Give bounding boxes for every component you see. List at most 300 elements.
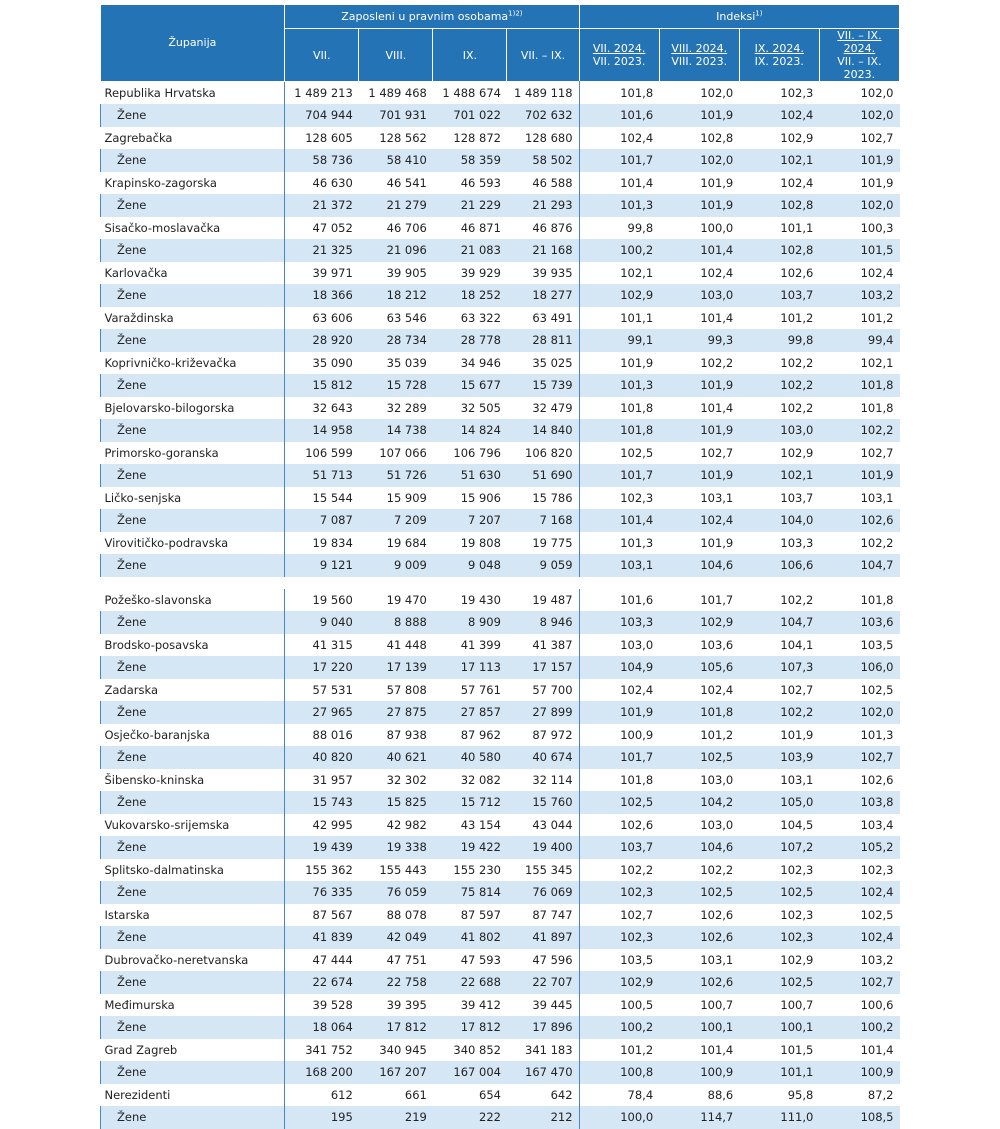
index-value-cell: 101,3: [860, 727, 894, 742]
table-body: [101, 81, 900, 1129]
employed-value-cell: 46 706: [386, 220, 427, 235]
employed-value-cell: 19 400: [507, 836, 579, 859]
index-value-cell: 102,3: [860, 862, 894, 877]
index-value-cell: 102,2: [860, 535, 894, 550]
employed-value-cell: 14 958: [285, 419, 359, 442]
employed-value-cell: 18 212: [359, 284, 433, 307]
employed-value-cell: 41 448: [386, 637, 427, 652]
table-row-women: [101, 554, 900, 577]
index-value-cell: 104,5: [780, 817, 814, 832]
employed-value-cell: 128 680: [507, 127, 579, 150]
employed-value-cell: 46 593: [460, 175, 501, 190]
employed-value-cell: 1 488 674: [442, 85, 501, 100]
index-value-cell: 107,2: [739, 836, 819, 859]
employed-value-cell: 63 606: [285, 307, 359, 330]
spacer-cell: [101, 577, 900, 589]
employed-value-cell: 19 775: [507, 532, 579, 555]
employed-value-cell: 340 852: [453, 1042, 501, 1057]
table-row-women: [101, 104, 900, 127]
employed-value-cell: 21 168: [507, 239, 579, 262]
employed-value-cell: 57 761: [460, 682, 501, 697]
row-label: Koprivničko-križevačka: [101, 352, 285, 375]
employed-value-cell: 7 087: [285, 509, 359, 532]
index-value-cell: 100,9: [659, 1061, 739, 1084]
employed-value-cell: 57 808: [386, 682, 427, 697]
employed-value-cell: 15 760: [507, 791, 579, 814]
row-label: Žene: [101, 971, 285, 994]
index-value-cell: 101,1: [780, 220, 814, 235]
index-value-cell: 102,6: [780, 265, 814, 280]
index-value-cell: 101,9: [620, 355, 654, 370]
index-value-cell: 101,9: [700, 175, 734, 190]
index-value-cell: 102,9: [780, 952, 814, 967]
employed-value-cell: 15 812: [285, 374, 359, 397]
employed-value-cell: 58 736: [285, 149, 359, 172]
index-value-cell: 102,2: [739, 374, 819, 397]
table-row-county: [101, 634, 900, 657]
header-index-ix[interactable]: IX. 2024. IX. 2023.: [739, 29, 819, 82]
employed-value-cell: 9 009: [359, 554, 433, 577]
index-value-cell: 102,4: [860, 265, 894, 280]
employed-value-cell: 106 796: [453, 445, 501, 460]
index-value-cell: 102,0: [819, 104, 899, 127]
employed-value-cell: 155 443: [379, 862, 427, 877]
index-value-cell: 101,2: [700, 727, 734, 742]
index-value-cell: 102,3: [780, 907, 814, 922]
index-value-cell: 101,7: [579, 746, 659, 769]
index-value-cell: 106,0: [819, 656, 899, 679]
row-label: Žene: [101, 881, 285, 904]
header-index-vii-ix[interactable]: VII. – IX. 2024. VII. – IX. 2023.: [819, 29, 899, 82]
employed-value-cell: 40 674: [507, 746, 579, 769]
index-value-cell: 102,6: [659, 926, 739, 949]
employed-value-cell: 41 839: [285, 926, 359, 949]
employed-value-cell: 167 004: [433, 1061, 507, 1084]
index-value-cell: 102,5: [659, 881, 739, 904]
employed-value-cell: 106 820: [507, 442, 579, 465]
employed-value-cell: 27 857: [433, 701, 507, 724]
index-value-cell: 100,7: [700, 997, 734, 1012]
row-label: Žene: [101, 746, 285, 769]
employed-value-cell: 51 690: [507, 464, 579, 487]
index-value-cell: 101,9: [819, 149, 899, 172]
employed-value-cell: 21 325: [285, 239, 359, 262]
row-label: Zadarska: [101, 679, 285, 702]
employed-value-cell: 19 430: [460, 592, 501, 607]
employed-value-cell: 17 896: [507, 1016, 579, 1039]
employed-value-cell: 21 229: [433, 194, 507, 217]
employed-value-cell: 18 366: [285, 284, 359, 307]
employed-value-cell: 341 183: [507, 1039, 579, 1062]
index-value-cell: 114,7: [659, 1106, 739, 1129]
index-value-cell: 103,0: [620, 637, 654, 652]
employed-value-cell: 19 338: [359, 836, 433, 859]
employed-value-cell: 7 209: [359, 509, 433, 532]
table-row-women: [101, 1106, 900, 1129]
index-value-cell: 101,8: [860, 592, 894, 607]
employed-value-cell: 7 207: [433, 509, 507, 532]
index-value-cell: 104,0: [739, 509, 819, 532]
table-row-women: [101, 746, 900, 769]
index-value-cell: 102,3: [780, 862, 814, 877]
employed-value-cell: 15 677: [433, 374, 507, 397]
employed-value-cell: 155 230: [453, 862, 501, 877]
row-label: Žene: [101, 419, 285, 442]
employed-value-cell: 41 802: [433, 926, 507, 949]
index-value-cell: 102,1: [739, 464, 819, 487]
row-label: Žene: [101, 194, 285, 217]
employed-value-cell: 15 739: [507, 374, 579, 397]
index-value-cell: 101,8: [620, 85, 654, 100]
index-value-cell: 103,3: [579, 611, 659, 634]
employed-value-cell: 27 875: [359, 701, 433, 724]
employed-value-cell: 39 395: [386, 997, 427, 1012]
employed-value-cell: 15 825: [359, 791, 433, 814]
employed-value-cell: 32 505: [460, 400, 501, 415]
index-value-cell: 100,9: [620, 727, 654, 742]
employed-value-cell: 167 207: [359, 1061, 433, 1084]
employed-value-cell: 39 929: [460, 265, 501, 280]
header-index-vii[interactable]: VII. 2024. VII. 2023.: [579, 29, 659, 82]
employed-value-cell: 106 599: [285, 442, 359, 465]
table-row-county: [101, 81, 900, 104]
index-value-cell: 102,7: [819, 971, 899, 994]
index-value-cell: 101,2: [780, 310, 814, 325]
table-row-county: [101, 679, 900, 702]
row-label: Žene: [101, 1016, 285, 1039]
employed-value-cell: 43 044: [507, 814, 579, 837]
employed-value-cell: 87 597: [460, 907, 501, 922]
employed-value-cell: 128 562: [379, 130, 427, 145]
employed-value-cell: 47 052: [285, 217, 359, 240]
index-value-cell: 102,4: [659, 509, 739, 532]
employed-value-cell: 702 632: [507, 104, 579, 127]
employed-value-cell: 39 971: [285, 262, 359, 285]
employed-value-cell: 19 487: [507, 589, 579, 612]
index-value-cell: 78,4: [627, 1087, 654, 1102]
index-value-cell: 105,2: [819, 836, 899, 859]
employed-value-cell: 22 707: [507, 971, 579, 994]
row-label: Grad Zagreb: [101, 1039, 285, 1062]
employed-value-cell: 661: [404, 1087, 427, 1102]
employed-value-cell: 17 139: [359, 656, 433, 679]
index-value-cell: 102,0: [659, 149, 739, 172]
index-value-cell: 103,7: [780, 490, 814, 505]
row-label: Žene: [101, 656, 285, 679]
employed-value-cell: 8 909: [433, 611, 507, 634]
employed-value-cell: 46 541: [386, 175, 427, 190]
index-value-cell: 101,1: [739, 1061, 819, 1084]
employment-table: [100, 5, 900, 1129]
index-value-cell: 103,9: [739, 746, 819, 769]
table-row-county: [101, 442, 900, 465]
index-value-cell: 104,7: [739, 611, 819, 634]
index-value-cell: 100,7: [780, 997, 814, 1012]
index-value-cell: 88,6: [707, 1087, 734, 1102]
employed-value-cell: 701 931: [359, 104, 433, 127]
employed-value-cell: 701 022: [433, 104, 507, 127]
index-value-cell: 99,1: [579, 329, 659, 352]
index-value-cell: 104,6: [659, 836, 739, 859]
index-value-cell: 102,5: [659, 746, 739, 769]
employed-value-cell: 18 277: [507, 284, 579, 307]
employed-value-cell: 41 315: [285, 634, 359, 657]
employed-value-cell: 87 747: [507, 904, 579, 927]
employed-value-cell: 22 688: [433, 971, 507, 994]
index-value-cell: 103,0: [700, 817, 734, 832]
row-label: Vukovarsko-srijemska: [101, 814, 285, 837]
index-value-cell: 103,1: [700, 952, 734, 967]
employed-value-cell: 34 946: [460, 355, 501, 370]
employed-value-cell: 46 588: [507, 172, 579, 195]
employed-value-cell: 21 083: [433, 239, 507, 262]
index-value-cell: 101,2: [860, 310, 894, 325]
employed-value-cell: 9 040: [285, 611, 359, 634]
header-month-vii-ix: VII. – IX.: [507, 29, 579, 82]
employed-value-cell: 88 078: [386, 907, 427, 922]
row-label: Žene: [101, 554, 285, 577]
index-value-cell: 99,8: [627, 220, 654, 235]
index-value-cell: 103,0: [659, 284, 739, 307]
row-label: Brodsko-posavska: [101, 634, 285, 657]
row-label: Karlovačka: [101, 262, 285, 285]
employed-value-cell: 58 410: [359, 149, 433, 172]
index-value-cell: 102,2: [700, 862, 734, 877]
index-value-cell: 101,6: [579, 104, 659, 127]
index-value-cell: 102,9: [579, 971, 659, 994]
employed-value-cell: 39 412: [460, 997, 501, 1012]
employed-value-cell: 32 289: [386, 400, 427, 415]
employed-value-cell: 8 946: [507, 611, 579, 634]
employed-value-cell: 642: [507, 1084, 579, 1107]
index-value-cell: 105,6: [659, 656, 739, 679]
table-row-women: [101, 194, 900, 217]
table-row-women: [101, 374, 900, 397]
index-value-cell: 101,6: [620, 592, 654, 607]
employed-value-cell: 15 909: [386, 490, 427, 505]
employed-value-cell: 654: [479, 1087, 501, 1102]
index-value-cell: 102,3: [780, 85, 814, 100]
employed-value-cell: 46 630: [285, 172, 359, 195]
employed-value-cell: 42 982: [386, 817, 427, 832]
index-value-cell: 101,8: [819, 374, 899, 397]
row-label: Zagrebačka: [101, 127, 285, 150]
row-label: Žene: [101, 464, 285, 487]
index-value-cell: 101,8: [860, 400, 894, 415]
index-value-cell: 102,4: [819, 881, 899, 904]
table-row-women: [101, 881, 900, 904]
employed-value-cell: 40 621: [359, 746, 433, 769]
row-label: Osječko-baranjska: [101, 724, 285, 747]
employed-value-cell: 14 738: [359, 419, 433, 442]
index-value-cell: 100,6: [860, 997, 894, 1012]
row-label: Primorsko-goranska: [101, 442, 285, 465]
employed-value-cell: 17 812: [359, 1016, 433, 1039]
index-value-cell: 103,1: [700, 490, 734, 505]
table-row-county: [101, 949, 900, 972]
index-value-cell: 104,9: [579, 656, 659, 679]
row-label: Žene: [101, 836, 285, 859]
row-label: Žene: [101, 611, 285, 634]
index-value-cell: 102,5: [860, 682, 894, 697]
employed-value-cell: 9 121: [285, 554, 359, 577]
index-value-cell: 105,0: [739, 791, 819, 814]
index-value-cell: 101,3: [579, 194, 659, 217]
employed-value-cell: 51 630: [433, 464, 507, 487]
table-row-county: [101, 1039, 900, 1062]
table-row-county: [101, 724, 900, 747]
table-row-women: [101, 611, 900, 634]
employed-value-cell: 17 812: [433, 1016, 507, 1039]
index-value-cell: 101,4: [700, 310, 734, 325]
index-value-cell: 101,8: [620, 400, 654, 415]
employment-table-container: [100, 5, 900, 1129]
row-label: Istarska: [101, 904, 285, 927]
table-row-women: [101, 509, 900, 532]
table-row-county: [101, 127, 900, 150]
index-value-cell: 102,6: [620, 817, 654, 832]
employed-value-cell: 57 531: [285, 679, 359, 702]
employed-value-cell: 21 279: [359, 194, 433, 217]
row-label: Varaždinska: [101, 307, 285, 330]
employed-value-cell: 76 059: [359, 881, 433, 904]
employed-value-cell: 47 751: [386, 952, 427, 967]
employed-value-cell: 21 293: [507, 194, 579, 217]
row-label: Žene: [101, 509, 285, 532]
employed-value-cell: 704 944: [285, 104, 359, 127]
index-value-cell: 102,0: [700, 85, 734, 100]
row-label: Žene: [101, 1106, 285, 1129]
table-row-county: [101, 307, 900, 330]
index-value-cell: 102,9: [579, 284, 659, 307]
header-index-viii[interactable]: VIII. 2024. VIII. 2023.: [659, 29, 739, 82]
employed-value-cell: 87 938: [386, 727, 427, 742]
index-value-cell: 103,1: [579, 554, 659, 577]
employed-value-cell: 14 840: [507, 419, 579, 442]
employed-value-cell: 9 048: [433, 554, 507, 577]
index-value-cell: 102,4: [700, 265, 734, 280]
employed-value-cell: 212: [507, 1106, 579, 1129]
employed-value-cell: 155 345: [507, 859, 579, 882]
employed-value-cell: 19 808: [460, 535, 501, 550]
table-row-county: [101, 769, 900, 792]
index-value-cell: 101,5: [819, 239, 899, 262]
employed-value-cell: 22 674: [285, 971, 359, 994]
table-row-county: [101, 532, 900, 555]
table-row-county: [101, 994, 900, 1017]
header-month-viii: VIII.: [359, 29, 433, 82]
index-value-cell: 95,8: [787, 1087, 814, 1102]
index-value-cell: 99,4: [819, 329, 899, 352]
index-value-cell: 103,0: [739, 419, 819, 442]
index-value-cell: 101,3: [620, 535, 654, 550]
index-value-cell: 101,1: [620, 310, 654, 325]
index-value-cell: 99,3: [659, 329, 739, 352]
row-label: Splitsko-dalmatinska: [101, 859, 285, 882]
index-value-cell: 102,6: [700, 907, 734, 922]
employed-value-cell: 341 752: [285, 1039, 359, 1062]
index-value-cell: 101,3: [579, 374, 659, 397]
index-value-cell: 102,7: [860, 130, 894, 145]
index-value-cell: 102,0: [860, 85, 894, 100]
employed-value-cell: 88 016: [285, 724, 359, 747]
index-value-cell: 101,9: [780, 727, 814, 742]
index-value-cell: 102,5: [620, 445, 654, 460]
employed-value-cell: 612: [285, 1084, 359, 1107]
employed-value-cell: 17 220: [285, 656, 359, 679]
index-value-cell: 102,6: [860, 772, 894, 787]
index-value-cell: 102,0: [819, 194, 899, 217]
employed-value-cell: 51 713: [285, 464, 359, 487]
employed-value-cell: 75 814: [433, 881, 507, 904]
index-value-cell: 100,2: [579, 239, 659, 262]
employed-value-cell: 17 113: [433, 656, 507, 679]
index-value-cell: 101,8: [579, 419, 659, 442]
table-row-women: [101, 701, 900, 724]
employed-value-cell: 51 726: [359, 464, 433, 487]
employed-value-cell: 1 489 468: [368, 85, 427, 100]
employed-value-cell: 58 359: [433, 149, 507, 172]
index-value-cell: 102,4: [819, 926, 899, 949]
index-value-cell: 102,7: [700, 445, 734, 460]
employed-value-cell: 58 502: [507, 149, 579, 172]
employed-value-cell: 35 039: [386, 355, 427, 370]
index-value-cell: 101,8: [659, 701, 739, 724]
employed-value-cell: 222: [433, 1106, 507, 1129]
table-row-county: [101, 487, 900, 510]
employed-value-cell: 27 965: [285, 701, 359, 724]
index-value-cell: 102,7: [860, 445, 894, 460]
table-row-women: [101, 656, 900, 679]
index-value-cell: 100,8: [579, 1061, 659, 1084]
employed-value-cell: 39 445: [507, 994, 579, 1017]
employed-value-cell: 35 025: [507, 352, 579, 375]
index-value-cell: 103,2: [819, 284, 899, 307]
table-row-county: [101, 352, 900, 375]
table-row-women: [101, 149, 900, 172]
employed-value-cell: 21 096: [359, 239, 433, 262]
employed-value-cell: 19 560: [285, 589, 359, 612]
employed-value-cell: 107 066: [379, 445, 427, 460]
index-value-cell: 111,0: [739, 1106, 819, 1129]
index-value-cell: 100,9: [819, 1061, 899, 1084]
index-value-cell: 103,5: [620, 952, 654, 967]
employed-value-cell: 168 200: [285, 1061, 359, 1084]
employed-value-cell: 1 489 118: [507, 81, 579, 104]
employed-value-cell: 41 387: [507, 634, 579, 657]
employed-value-cell: 28 811: [507, 329, 579, 352]
index-value-cell: 101,9: [659, 374, 739, 397]
index-value-cell: 102,7: [819, 746, 899, 769]
index-value-cell: 100,5: [620, 997, 654, 1012]
index-value-cell: 102,4: [620, 682, 654, 697]
employed-value-cell: 39 528: [285, 994, 359, 1017]
employed-value-cell: 340 945: [379, 1042, 427, 1057]
employed-value-cell: 41 897: [507, 926, 579, 949]
employed-value-cell: 43 154: [460, 817, 501, 832]
index-value-cell: 102,1: [620, 265, 654, 280]
row-label: Žene: [101, 374, 285, 397]
header-zupanija: Županija: [101, 5, 285, 81]
employed-value-cell: 47 596: [507, 949, 579, 972]
employed-value-cell: 40 580: [433, 746, 507, 769]
row-label: Žene: [101, 791, 285, 814]
employed-value-cell: 19 422: [433, 836, 507, 859]
table-row-county: [101, 589, 900, 612]
row-label: Žene: [101, 239, 285, 262]
employed-value-cell: 87 567: [285, 904, 359, 927]
employed-value-cell: 63 491: [507, 307, 579, 330]
